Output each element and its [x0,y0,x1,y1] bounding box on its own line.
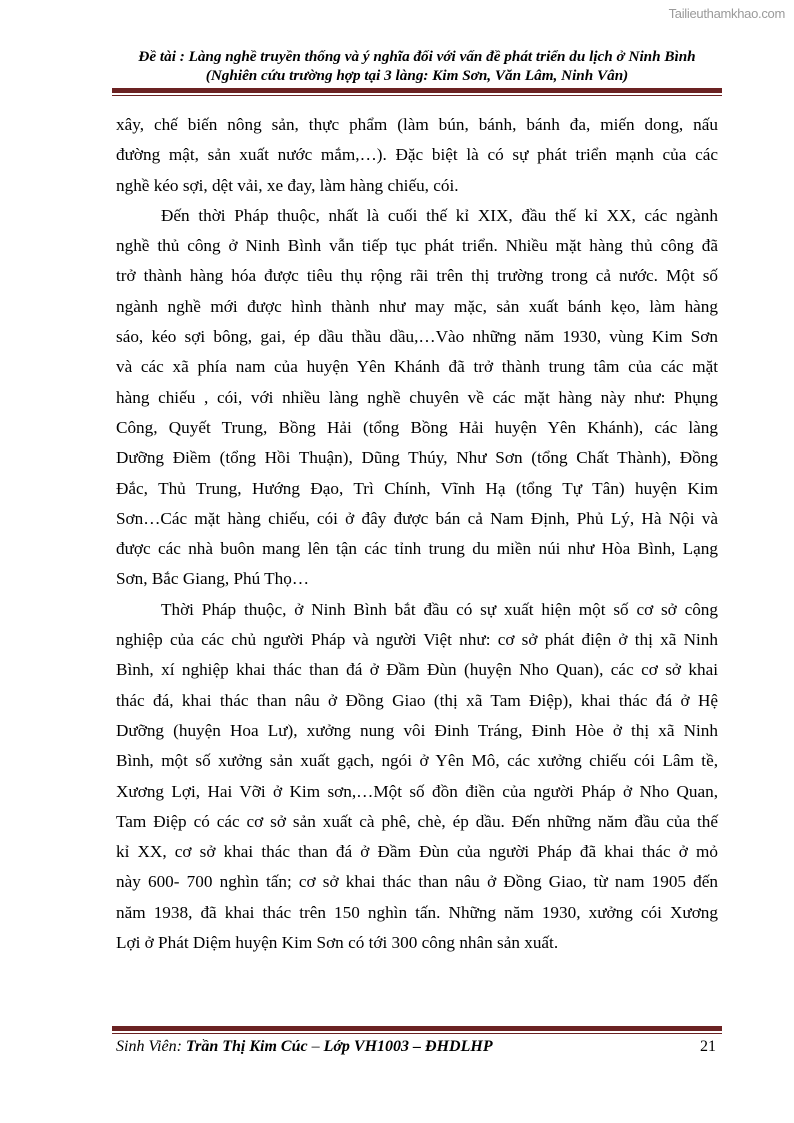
text-line: sáo, kéo sợi bông, gai, ép dầu thầu dầu,…Vào những năm 1930, vùng Kim Sơn [116,327,718,347]
text-line: Dưỡng (huyện Hoa Lư), xưởng nung vôi Đinh Tráng, Đinh Hòe ở thị xã Ninh [116,720,718,740]
document-body [116,110,718,958]
page-header [112,47,722,85]
text-line: thác đá, khai thác than nâu ở Đồng Giao (thị xã Tam Điệp), khai thác đá ở Hệ [116,690,718,710]
watermark: Tailieuthamkhao.com [668,6,785,21]
text-line: kỉ XX, cơ sở khai thác than đá ở Đầm Đùn của người Pháp đã khai thác ở mỏ [116,842,718,862]
paragraph [116,110,718,201]
footer-separator: – [307,1038,324,1055]
text-line: hàng chiếu , cói, với nhiều làng nghề chuyên về các mặt hàng này như: Phụng [116,387,718,407]
text-line: này 600- 700 nghìn tấn; cơ sở khai thác than nâu ở Đồng Giao, từ nam 1905 đến [116,872,718,892]
footer-label: Sinh Viên: [116,1038,186,1055]
text-line: ngành nghề mới được hình thành như may mặc, sản xuất bánh kẹo, làm hàng [116,296,718,316]
text-line: Sơn…Các mặt hàng chiếu, cói ở đây được bán cả Nam Định, Phủ Lý, Hà Nội và [116,508,718,528]
text-line: Bình, xí nghiệp khai thác than đá ở Đầm Đùn (huyện Nho Quan), các cơ sở khai [116,660,718,680]
text-line: trở thành hàng hóa được tiêu thụ rộng rãi trên thị trường trong cả nước. Một số [116,266,718,286]
header-rule [112,88,722,93]
text-line: năm 1938, đã khai thác trên 150 nghìn tấn. Những năm 1930, xưởng cói Xương [116,902,718,922]
text-line: được các nhà buôn mang lên tận các tỉnh trung du miền núi như Hòa Bình, Lạng [116,539,718,559]
text-line: nghề thủ công ở Ninh Bình vẫn tiếp tục phát triển. Nhiều mặt hàng thủ công đã [116,236,718,256]
footer-class: Lớp VH1003 – ĐHDLHP [323,1038,493,1055]
text-line: và các xã phía nam của huyện Yên Khánh đã trở thành trung tâm của các mặt [116,357,718,377]
text-line: nghề kéo sợi, dệt vải, xe đay, làm hàng chiếu, cói. [116,175,459,195]
header-subtitle: (Nghiên cứu trường hợp tại 3 làng: Kim Sơn, Văn Lâm, Ninh Vân) [205,67,629,84]
footer-rule [112,1026,722,1031]
text-line: nghiệp của các chủ người Pháp và người Việt như: cơ sở phát điện ở thị xã Ninh [116,630,718,650]
text-line: Lợi ở Phát Diệm huyện Kim Sơn có tới 300 công nhân sản xuất. [116,933,559,953]
paragraph [116,595,718,959]
text-line: Dưỡng Điềm (tổng Hồi Thuận), Dũng Thúy, Như Sơn (tổng Chất Thành), Đồng [116,448,718,468]
paragraph [116,201,718,595]
text-line: Đắc, Thủ Trung, Hướng Đạo, Trì Chính, Vĩnh Hạ (tổng Tự Tân) huyện Kim [116,478,718,498]
text-line: Sơn, Bắc Giang, Phú Thọ… [116,569,310,589]
text-line: xây, chế biến nông sản, thực phẩm (làm bún, bánh, bánh đa, miến dong, nấu [116,115,718,134]
text-line: đường mật, sản xuất nước mắm,…). Đặc biệt là có sự phát triển mạnh của các [116,145,718,165]
text-line: Bình, một số xưởng sản xuất gạch, ngói ở Yên Mô, các xưởng chiếu cói Lâm tề, [116,751,718,771]
text-line: Xương Lợi, Hai Vỡi ở Kim sơn,…Một số đồn điền của người Pháp ở Nho Quan, [116,781,718,801]
page-footer [116,1038,716,1056]
text-line: Tam Điệp có các cơ sở sản xuất cà phê, chè, ép dầu. Đến những năm đầu của thế [116,811,718,831]
text-line: Công, Quyết Trung, Bồng Hải (tổng Bồng Hải huyện Yên Khánh), các làng [116,417,718,437]
header-title: Đề tài : Làng nghề truyền thống và ý nghĩa đối với vấn đề phát triển du lịch ở Ninh Bình [138,48,696,65]
page-number: 21 [700,1038,716,1055]
footer-author: Trần Thị Kim Cúc [185,1038,308,1055]
text-line: Đến thời Pháp thuộc, nhất là cuối thế kỉ XIX, đầu thế kỉ XX, các ngành [161,205,718,225]
text-line: Thời Pháp thuộc, ở Ninh Bình bắt đầu có sự xuất hiện một số cơ sở công [161,599,718,619]
